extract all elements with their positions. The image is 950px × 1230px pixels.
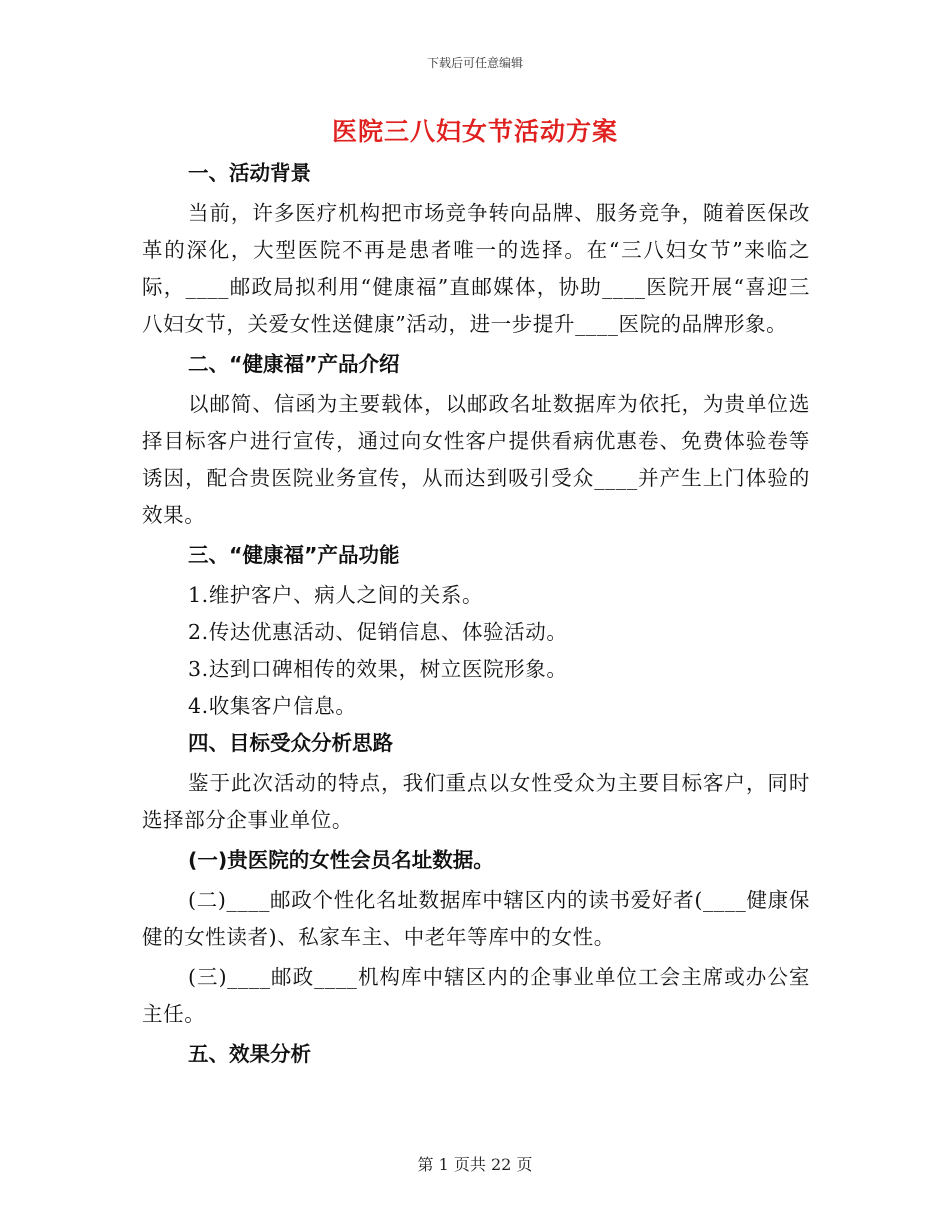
section-heading-product-functions: 三、“健康福”产品功能 — [188, 543, 400, 567]
section-heading-background: 一、活动背景 — [188, 161, 311, 185]
section-heading-target-audience: 四、目标受众分析思路 — [188, 731, 393, 755]
section-heading-product-intro: 二、“健康福”产品介绍 — [188, 352, 400, 376]
page-footer: 第 1 页共 22 页 — [417, 1155, 533, 1174]
document-title: 医院三八妇女节活动方案 — [331, 117, 618, 146]
subheading-member-data: (一)贵医院的女性会员名址数据。 — [188, 848, 494, 872]
header-note: 下载后可任意编辑 — [426, 56, 523, 70]
paragraph-target-audience: 鉴于此次活动的特点，我们重点以女性受众为主要目标客户，同时选择部分企事业单位。 — [142, 771, 810, 832]
list-item: 2.传达优惠活动、促销信息、体验活动。 — [188, 620, 568, 644]
paragraph-product-intro: 以邮简、信函为主要载体，以邮政名址数据库为依托，为贵单位选择目标客户进行宣传，通过向女性客户提供看病优惠卷、免费体验卷等诱因，配合贵医院业务宣传，从而达到吸引受众____并产生上门体验的效果。 — [142, 392, 810, 527]
document-body — [142, 155, 810, 1076]
list-item: 3.达到口碑相传的效果，树立医院形象。 — [188, 657, 568, 681]
section-heading-effect-analysis: 五、效果分析 — [188, 1042, 311, 1066]
list-item: 1.维护客户、病人之间的关系。 — [188, 583, 484, 607]
paragraph-institution-database: (三)____邮政____机构库中辖区内的企事业单位工会主席或办公室主任。 — [142, 965, 810, 1026]
list-item: 4.收集客户信息。 — [188, 694, 357, 718]
paragraph-postal-database: (二)____邮政个性化名址数据库中辖区内的读书爱好者(____健康保健的女性读者)、私家车主、中老年等库中的女性。 — [142, 888, 810, 949]
paragraph-background: 当前，许多医疗机构把市场竞争转向品牌、服务竞争，随着医保改革的深化，大型医院不再是患者唯一的选择。在“三八妇女节”来临之际，____邮政局拟利用“健康福”直邮媒体，协助____医院开展“喜迎三八妇女节，关爱女性送健康”活动，进一步提升____医院的品牌形象。 — [142, 201, 810, 336]
